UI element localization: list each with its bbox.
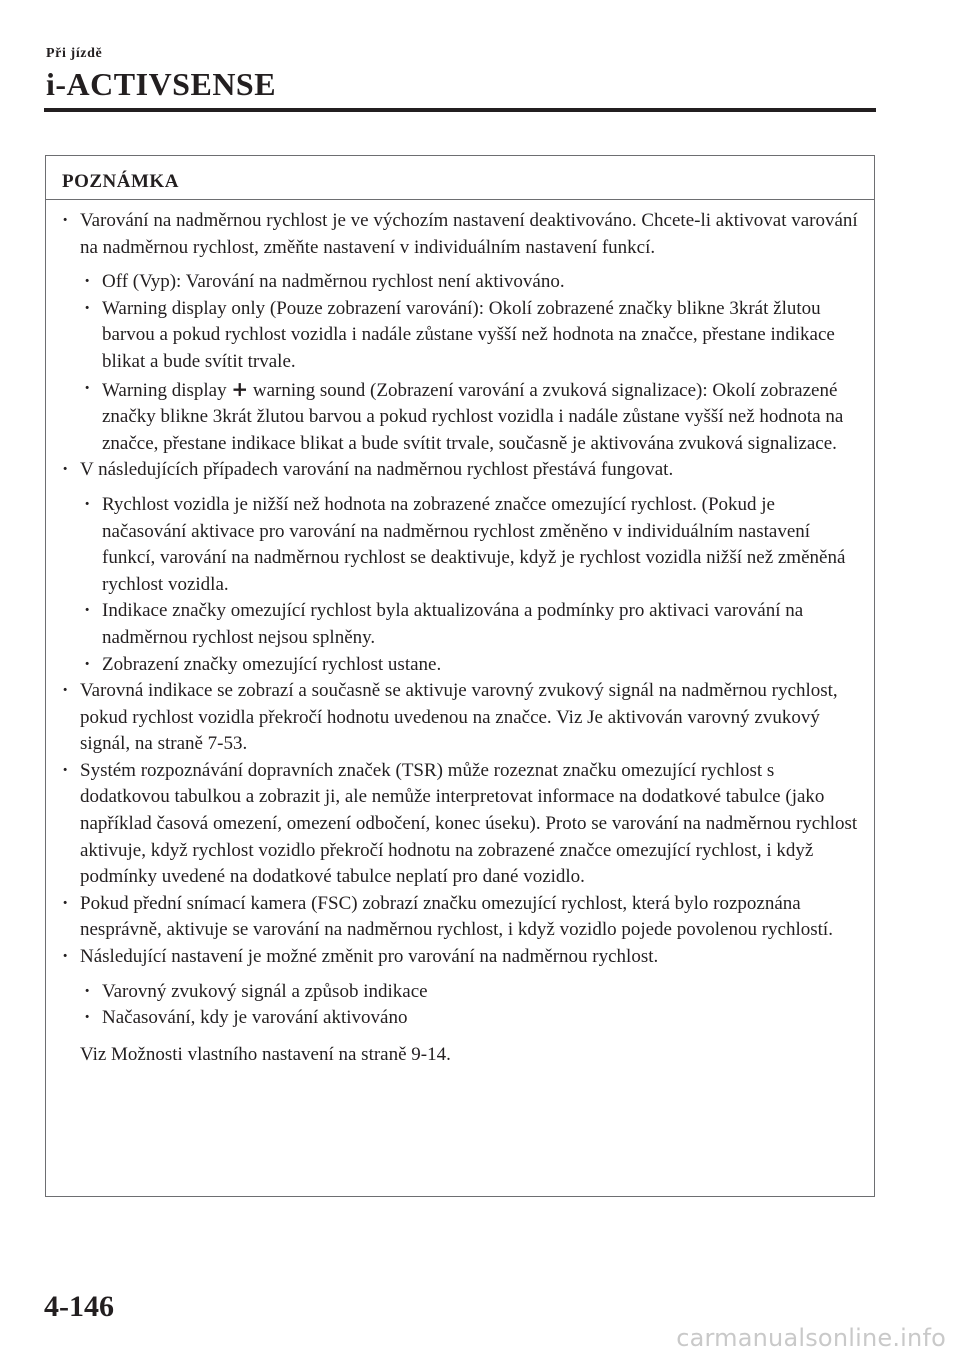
note-item-text: Varování na nadměrnou rychlost je ve výchozím nastavení deaktivováno. Chcete-li aktivovat varování na nadměrnou rychlost, změňte nastavení v individuálním nastavení funkcí. bbox=[80, 210, 858, 258]
bullet-icon: · bbox=[62, 759, 69, 781]
sublist-item bbox=[84, 979, 860, 1006]
note-list bbox=[62, 208, 860, 1068]
header-rule bbox=[44, 108, 876, 112]
note-item-text: Systém rozpoznávání dopravních značek (TSR) může rozeznat značku omezující rychlost s dodatkovou tabulkou a zobrazit ji, ale nemůže interpretovat informace na dodatkové tabulce (jako například časová omezení, omezení odbočení, konec úseku). Proto se varování na nadměrnou rychlost aktivuje, když rychlost vozidlo překročí hodnotu na zobrazené značce omezující rychlost, i když podmínky uvedené na dodatkové tabulce neplatí pro dané vozidlo. bbox=[80, 759, 858, 888]
bullet-icon: · bbox=[84, 377, 91, 399]
sublist-item-text: Off (Vyp): Varování na nadměrnou rychlost není aktivováno. bbox=[102, 271, 565, 293]
note-item bbox=[62, 758, 860, 891]
sublist-item-text: Warning display only (Pouze zobrazení varování): Okolí zobrazené značky blikne 3krát žlutou barvou a pokud rychlost vozidla i nadále zůstane vyšší než hodnota na značce, přestane indikace blikat a bude svítit trvale. bbox=[102, 297, 835, 372]
sublist-item bbox=[84, 598, 860, 651]
bullet-icon: · bbox=[84, 271, 91, 293]
sublist bbox=[84, 979, 860, 1032]
sublist-item-text: Indikace značky omezující rychlost byla aktualizována a podmínky pro aktivaci varování na nadměrnou rychlost nejsou splněny. bbox=[102, 600, 804, 648]
page-number: 4-146 bbox=[44, 1290, 114, 1323]
sublist-item bbox=[84, 492, 860, 598]
sublist-item bbox=[84, 652, 860, 679]
bullet-icon: · bbox=[84, 980, 91, 1002]
note-item-text: Varovná indikace se zobrazí a současně se aktivuje varovný zvukový signál na nadměrnou rychlost, pokud rychlost vozidla překročí hodnotu uvedenou na značce. Viz Je aktivován varovný zvukový signál, na straně 7-53. bbox=[80, 680, 838, 755]
bullet-icon: · bbox=[62, 459, 69, 481]
sublist-item-text: Rychlost vozidla je nižší než hodnota na zobrazené značce omezující rychlost. (Pokud je načasování aktivace pro varování na nadměrnou rychlost změněno v individuálním nastavení funkcí, varování na nadměrnou rychlost se deaktivuje, když je rychlost vozidla nižší než změněná rychlost vozidla. bbox=[102, 493, 846, 595]
page-header bbox=[46, 46, 876, 102]
note-body bbox=[46, 200, 874, 1068]
note-item-text: Pokud přední snímací kamera (FSC) zobrazí značku omezující rychlost, která bylo rozpoznána nesprávně, aktivuje se varování na nadměrnou rychlost, i když vozidlo pojede povolenou rychlostí. bbox=[80, 892, 833, 941]
bullet-icon: · bbox=[84, 1007, 91, 1029]
note-item bbox=[62, 678, 860, 758]
note-title: POZNÁMKA bbox=[62, 171, 179, 192]
bullet-icon: · bbox=[84, 493, 91, 515]
bullet-icon: · bbox=[62, 946, 69, 968]
watermark: carmanualsonline.info bbox=[676, 1324, 946, 1352]
sublist bbox=[84, 269, 860, 457]
note-header bbox=[46, 156, 874, 200]
sublist-item bbox=[84, 296, 860, 376]
sublist-item bbox=[84, 376, 860, 458]
sublist-item bbox=[84, 269, 860, 296]
note-box bbox=[45, 155, 875, 1197]
sublist bbox=[84, 492, 860, 678]
bullet-icon: · bbox=[62, 210, 69, 231]
bullet-icon: · bbox=[84, 653, 91, 675]
sublist-item-text: Načasování, kdy je varování aktivováno bbox=[102, 1007, 408, 1029]
note-item bbox=[62, 457, 860, 678]
note-item bbox=[62, 944, 860, 1068]
note-item-text: Následující nastavení je možné změnit pro varování na nadměrnou rychlost. bbox=[80, 946, 659, 968]
section-label: Při jízdě bbox=[46, 46, 103, 61]
plus-icon: + bbox=[231, 376, 249, 401]
cross-reference: Viz Možnosti vlastního nastavení na straně 9-14. bbox=[80, 1043, 451, 1065]
sublist-item-text-end: warning sound (Zobrazení varování a zvuková signalizace): Okolí zobrazené značky blikne 3krát žlutou barvou a pokud rychlost vozidla i nadále zůstane vyšší než hodnota na značce, přestane indikace blikat a bude svítit trvale, současně je aktivována zvuková signalizace. bbox=[102, 379, 844, 454]
bullet-icon: · bbox=[62, 680, 69, 702]
sublist-item-text: Zobrazení značky omezující rychlost ustane. bbox=[102, 653, 442, 675]
bullet-icon: · bbox=[62, 892, 69, 914]
note-item-text: V následujících případech varování na nadměrnou rychlost přestává fungovat. bbox=[80, 459, 674, 481]
chapter-title: i-ACTIVSENSE bbox=[46, 66, 277, 102]
note-item bbox=[62, 208, 860, 457]
note-item bbox=[62, 891, 860, 944]
bullet-icon: · bbox=[84, 297, 91, 319]
bullet-icon: · bbox=[84, 600, 91, 622]
sublist-item bbox=[84, 1005, 860, 1032]
sublist-item-text: Varovný zvukový signál a způsob indikace bbox=[102, 980, 428, 1002]
sublist-item-text-start: Warning display bbox=[102, 379, 227, 401]
